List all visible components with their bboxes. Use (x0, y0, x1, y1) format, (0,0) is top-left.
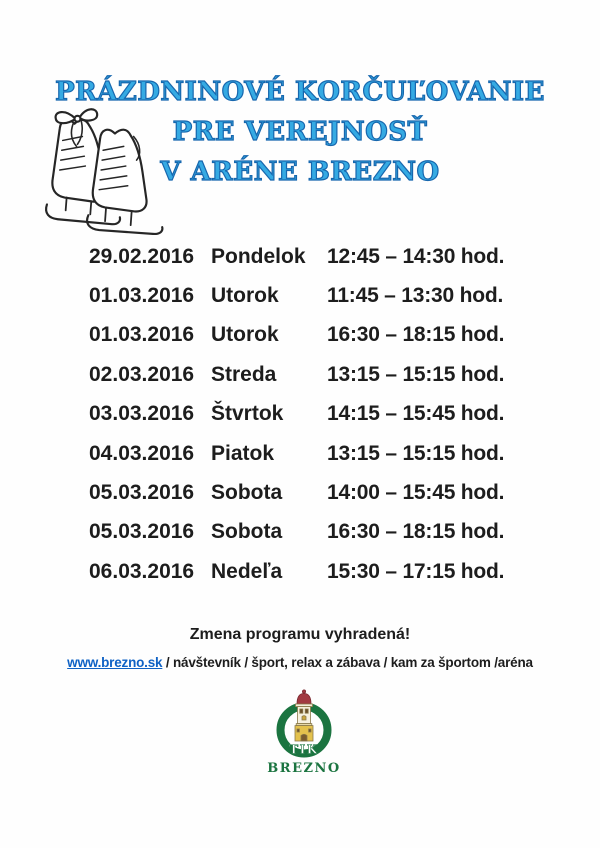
program-change-notice: Zmena programu vyhradená! (189, 626, 411, 643)
title-line-1: PRÁZDNINOVÉ KORČUĽOVANIE (55, 77, 545, 107)
schedule-date: 02.03.2016 (89, 362, 195, 386)
schedule-day: Utorok (211, 323, 279, 347)
title-line-3: V ARÉNE BREZNO (160, 157, 440, 187)
schedule-time: 15:30 – 17:15 hod. (327, 559, 505, 583)
schedule-table (89, 237, 560, 592)
schedule-time: 14:15 – 15:45 hod. (327, 402, 505, 426)
schedule-row (89, 237, 560, 276)
brezno-website-link[interactable]: www.brezno.sk (67, 655, 163, 670)
schedule-time: 16:30 – 18:15 hod. (327, 323, 505, 347)
tik-brezno-badge-icon (259, 689, 349, 795)
schedule-date: 06.03.2016 (89, 559, 195, 583)
schedule-time: 14:00 – 15:45 hod. (327, 481, 505, 505)
schedule-row (89, 395, 560, 434)
schedule-row (89, 276, 560, 315)
schedule-row (89, 552, 560, 591)
schedule-day: Štvrtok (211, 402, 284, 426)
website-path-line (0, 655, 600, 670)
website-path-rest: / návštevník / šport, relax a zábava / kam za športom /aréna (162, 655, 533, 670)
schedule-day: Pondelok (211, 244, 306, 268)
poster-title (0, 72, 600, 192)
schedule-day: Piatok (211, 441, 275, 465)
schedule-day: Nedeľa (211, 559, 283, 583)
logo-city-label: BREZNO (267, 761, 341, 776)
schedule-date: 29.02.2016 (89, 244, 195, 268)
schedule-date: 01.03.2016 (89, 284, 195, 308)
schedule-row (89, 473, 560, 512)
schedule-day: Sobota (211, 520, 283, 544)
schedule-date: 04.03.2016 (89, 441, 195, 465)
schedule-time: 12:45 – 14:30 hod. (327, 244, 505, 268)
schedule-row (89, 316, 560, 355)
schedule-day: Streda (211, 362, 277, 386)
schedule-time: 11:45 – 13:30 hod. (327, 284, 504, 308)
schedule-day: Sobota (211, 481, 283, 505)
schedule-date: 05.03.2016 (89, 520, 195, 544)
tik-brezno-logo (259, 689, 349, 795)
schedule-time: 13:15 – 15:15 hod. (327, 362, 505, 386)
title-line-2: PRE VEREJNOSŤ (172, 117, 428, 147)
schedule-date: 03.03.2016 (89, 402, 195, 426)
schedule-row (89, 513, 560, 552)
schedule-time: 13:15 – 15:15 hod. (327, 441, 505, 465)
schedule-row (89, 434, 560, 473)
schedule-time: 16:30 – 18:15 hod. (327, 520, 505, 544)
schedule-date: 05.03.2016 (89, 481, 195, 505)
schedule-day: Utorok (211, 284, 279, 308)
logo-org-label: TIK (289, 742, 319, 757)
schedule-row (89, 355, 560, 394)
schedule-date: 01.03.2016 (89, 323, 195, 347)
